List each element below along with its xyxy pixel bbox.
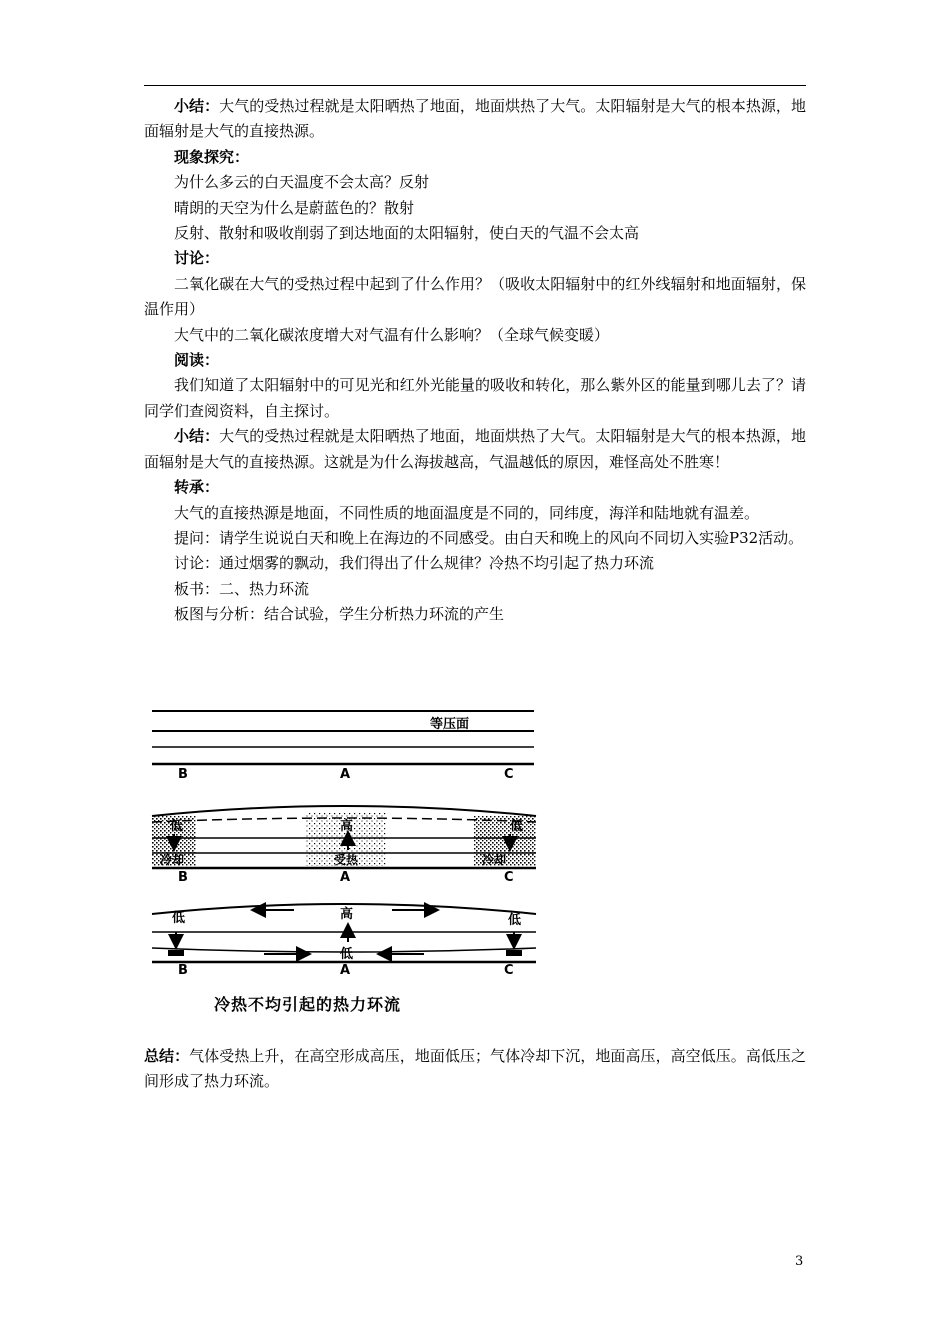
point-c-label: C xyxy=(504,767,514,782)
paragraph: 提问：请学生说说白天和晚上在海边的不同感受。由白天和晚上的风向不同切入实验P32活动。 xyxy=(174,528,804,547)
header-rule xyxy=(144,85,806,86)
isobar-label: 等压面 xyxy=(430,717,470,732)
high-label: 高 xyxy=(340,819,354,834)
paragraph: 板书：二、热力环流 xyxy=(174,579,310,598)
paragraph: 我们知道了太阳辐射中的可见光和红外光能量的吸收和转化，那么紫外区的能量到哪儿去了？请同学们查阅资料，自主探讨。 xyxy=(144,376,806,420)
paragraph: 小结：大气的受热过程就是太阳晒热了地面，地面烘热了大气。太阳辐射是大气的根本热源，地面辐射是大气的直接热源。这就是为什么海拔越高，气温越低的原因，难怪高处不胜寒！ xyxy=(144,427,806,471)
surface-high-mark xyxy=(506,950,522,956)
figure-caption: 冷热不均引起的热力环流 xyxy=(214,995,402,1014)
point-a-label: A xyxy=(340,963,351,978)
point-c-label: C xyxy=(504,963,514,978)
point-c-label: C xyxy=(504,870,514,885)
panel-3-circulation xyxy=(152,904,536,978)
paragraph: 板图与分析：结合试验，学生分析热力环流的产生 xyxy=(174,605,505,624)
paragraph: 反射、散射和吸收削弱了到达地面的太阳辐射，使白天的气温不会太高 xyxy=(174,224,640,243)
low-label: 低 xyxy=(340,947,354,962)
cooling-label-right: 冷却 xyxy=(482,853,507,867)
thermal-circulation-diagram xyxy=(144,698,544,1020)
panel-1-flat-isobars xyxy=(152,711,534,782)
paragraph: 小结：大气的受热过程就是太阳晒热了地面，地面烘热了大气。太阳辐射是大气的根本热源，地面辐射是大气的直接热源。 xyxy=(144,97,806,141)
surface-high-mark xyxy=(168,950,184,956)
low-label: 低 xyxy=(170,819,184,834)
paragraph: 阅读： xyxy=(174,351,220,370)
paragraph: 大气中的二氧化碳浓度增大对气温有什么影响？（全球气候变暖） xyxy=(174,325,610,344)
low-label: 低 xyxy=(172,911,186,926)
low-label: 低 xyxy=(508,913,522,928)
paragraph: 讨论： xyxy=(174,249,220,268)
paragraph: 晴朗的天空为什么是蔚蓝色的？散射 xyxy=(174,198,415,217)
point-a-label: A xyxy=(340,767,351,782)
heating-label: 受热 xyxy=(334,853,359,867)
paragraph: 讨论：通过烟雾的飘动，我们得出了什么规律？冷热不均引起了热力环流 xyxy=(174,554,655,573)
high-label: 高 xyxy=(340,907,354,922)
point-b-label: B xyxy=(178,870,188,885)
paragraph: 为什么多云的白天温度不会太高？反射 xyxy=(174,173,430,192)
cooling-label-left: 冷却 xyxy=(160,853,185,867)
page-number: 3 xyxy=(795,1254,804,1269)
summary-paragraph: 总结：气体受热上升，在高空形成高压，地面低压；气体冷却下沉，地面高压，高空低压。高低压之间形成了热力环流。 xyxy=(144,1047,806,1091)
paragraph: 二氧化碳在大气的受热过程中起到了什么作用？（吸收太阳辐射中的红外线辐射和地面辐射，保温作用） xyxy=(144,274,806,319)
paragraph: 现象探究： xyxy=(174,147,250,166)
point-b-label: B xyxy=(178,963,188,978)
point-b-label: B xyxy=(178,767,188,782)
paragraph: 转承： xyxy=(174,478,220,497)
low-label: 低 xyxy=(510,819,524,834)
thermal-circulation-figure xyxy=(144,698,544,1020)
panel-2-heating-cooling xyxy=(152,806,536,885)
point-a-label: A xyxy=(340,870,351,885)
paragraph: 大气的直接热源是地面，不同性质的地面温度是不同的，同纬度，海洋和陆地就有温差。 xyxy=(174,503,760,522)
document-body xyxy=(144,94,806,628)
